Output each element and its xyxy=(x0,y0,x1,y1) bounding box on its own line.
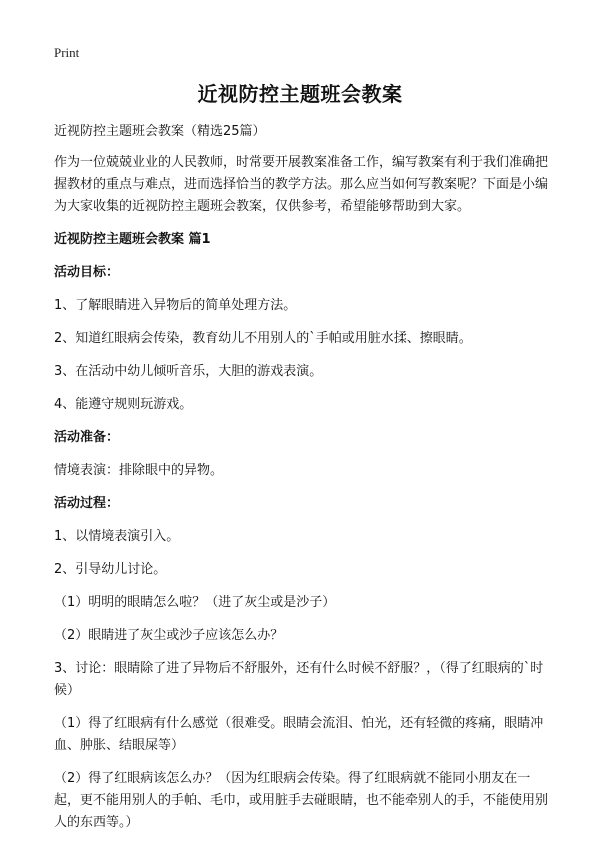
process-item: 1、以情境表演引入。 xyxy=(54,529,180,544)
process-item: （1）得了红眼病有什么感觉（很难受。眼睛会流泪、怕光，还有轻微的疼痛，眼睛冲血、肿胀、结眼屎等） xyxy=(54,716,544,753)
goal-item: 3、在活动中幼儿倾听音乐，大胆的游戏表演。 xyxy=(54,364,323,379)
document-subtitle: 近视防控主题班会教案（精选25篇） xyxy=(54,124,266,139)
goals-heading: 活动目标： xyxy=(54,265,120,280)
goal-item: 2、知道红眼病会传染，教育幼儿不用别人的`手帕或用脏水揉、擦眼睛。 xyxy=(54,331,472,346)
process-item: （2）眼睛进了灰尘或沙子应该怎么办？ xyxy=(54,628,284,643)
prep-heading: 活动准备： xyxy=(54,430,120,445)
prep-text: 情境表演：排除眼中的异物。 xyxy=(54,463,224,478)
process-item: （2）得了红眼病该怎么办？（因为红眼病会传染。得了红眼病就不能同小朋友在一起，更不能用别人的手帕、毛巾，或用脏手去碰眼睛，也不能牵别人的手，不能使用别人的东西等。） xyxy=(54,771,549,830)
page-title: 近视防控主题班会教案 xyxy=(197,82,403,106)
intro-paragraph: 作为一位兢兢业业的人民教师，时常要开展教案准备工作，编写教案有利于我们准确把握教材的重点与难点，进而选择恰当的教学方法。那么应当如何写教案呢？下面是小编为大家收集的近视防控主题班会教案，仅供参考，希望能够帮助到大家。 xyxy=(54,155,549,214)
document-body xyxy=(54,121,550,845)
section-heading: 近视防控主题班会教案 篇1 xyxy=(54,232,211,247)
goal-item: 4、能遵守规则玩游戏。 xyxy=(54,397,193,412)
print-link[interactable]: Print xyxy=(54,45,80,60)
process-item: 3、讨论：眼睛除了进了异物后不舒服外，还有什么时候不舒服？，（得了红眼病的`时候） xyxy=(54,661,544,698)
process-item: （1）明明的眼睛怎么啦？（进了灰尘或是沙子） xyxy=(54,595,336,610)
process-heading: 活动过程： xyxy=(54,496,120,511)
process-item: 2、引导幼儿讨论。 xyxy=(54,562,167,577)
goal-item: 1、了解眼睛进入异物后的简单处理方法。 xyxy=(54,298,297,313)
